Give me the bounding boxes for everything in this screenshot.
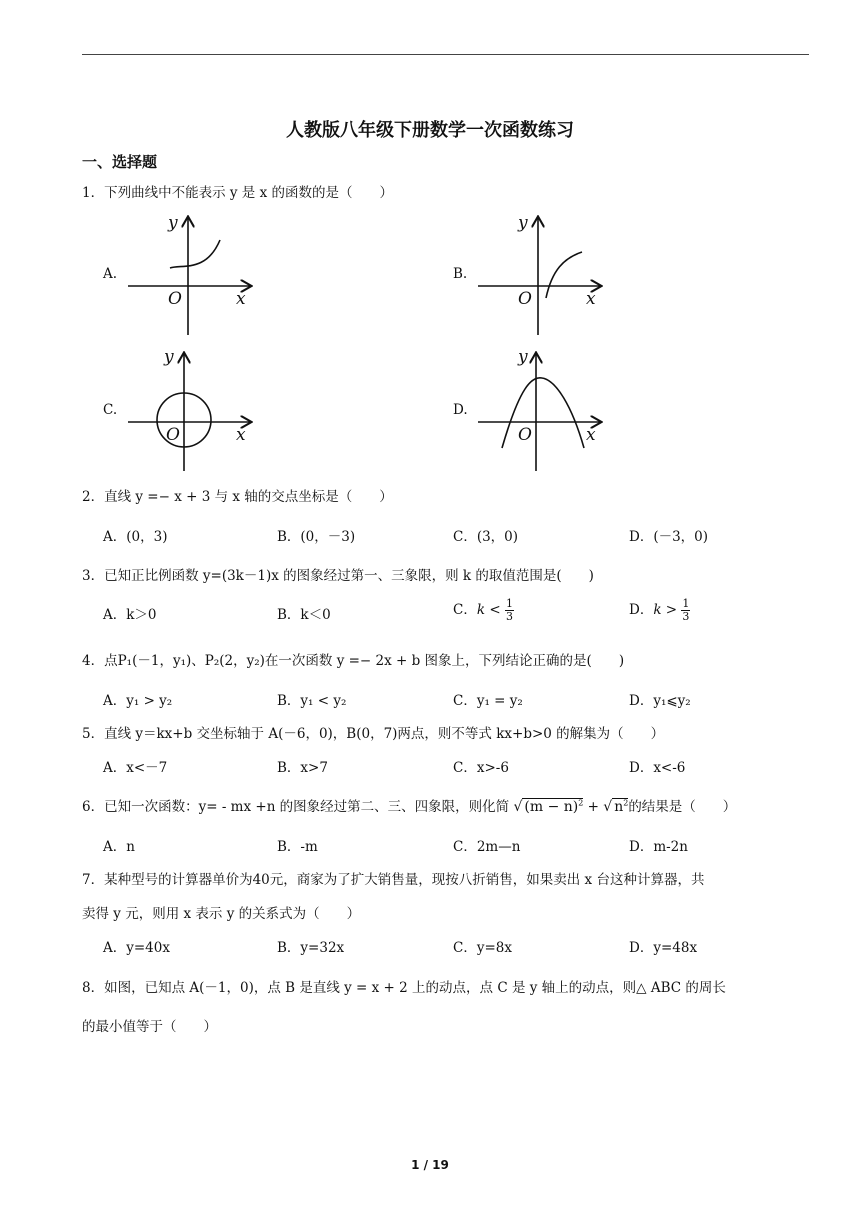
- q6-stem-end: 的结果是（ ）: [628, 799, 737, 815]
- q1a-origin-label: O: [168, 289, 182, 309]
- q1-graph-a: [122, 210, 262, 340]
- q1c-y-label: y: [164, 347, 174, 367]
- q3-option-d-fraction: $\frac{1}{3}$: [682, 597, 690, 623]
- q4-option-a: A．y₁ > y₂: [103, 693, 173, 709]
- q1d-y-label: y: [518, 347, 528, 367]
- question-6-stem: 6．已知一次函数：y= - mx +n 的图象经过第二、三、四象限，则化简 √ $(m - n)^2$ + √ $n^2$的结果是（ ）: [82, 798, 737, 815]
- page-number: 1 / 19: [411, 1158, 449, 1172]
- q1-graph-c: [122, 346, 262, 476]
- q7-option-a: A．y=40x: [103, 940, 170, 956]
- q5-option-c: C．x>-6: [453, 760, 509, 776]
- question-1-stem: 1．下列曲线中不能表示 y 是 x 的函数的是（ ）: [82, 185, 393, 201]
- q6-option-b: B．-m: [277, 839, 318, 855]
- question-5-stem: 5．直线 y＝kx+b 交坐标轴于 A(－6，0)，B(0，7)两点，则不等式 kx+b>0 的解集为（ ）: [82, 726, 665, 742]
- q1a-y-label: y: [168, 213, 178, 233]
- q3-option-c: [453, 598, 514, 623]
- question-7-line-2: 卖得 y 元，则用 x 表示 y 的关系式为（ ）: [82, 906, 361, 922]
- q3-option-c-expr: k <: [476, 602, 501, 618]
- q3-option-d-expr: k >: [653, 602, 678, 618]
- q6-option-a: A．n: [103, 839, 135, 855]
- q1b-origin-label: O: [518, 289, 532, 309]
- q6-sqrt-2: √ $n^2$: [603, 798, 629, 815]
- q1d-origin-label: O: [518, 425, 532, 445]
- question-3-stem: 3．已知正比例函数 y=(3k－1)x 的图象经过第一、三象限，则 k 的取值范围是( ): [82, 568, 594, 584]
- question-2-stem: 2．直线 y =− x + 3 与 x 轴的交点坐标是（ ）: [82, 489, 393, 505]
- q1b-x-label: x: [586, 289, 596, 309]
- q2-option-a: A．(0，3): [103, 529, 168, 545]
- q3-option-c-fraction: $\frac{1}{3}$: [505, 597, 513, 623]
- q2-option-c: C．(3，0): [453, 529, 519, 545]
- q7-option-c: C．y=8x: [453, 940, 512, 956]
- q4-option-b: B．y₁ < y₂: [277, 693, 347, 709]
- q2-option-d: D．(－3，0): [629, 529, 709, 545]
- q1c-origin-label: O: [166, 425, 180, 445]
- q1-option-a-label: A.: [103, 266, 118, 282]
- q6-option-c: C．2m—n: [453, 839, 521, 855]
- q3-option-b: B．k＜0: [277, 607, 331, 623]
- q4-option-c: C．y₁ = y₂: [453, 693, 523, 709]
- q3-option-a: A．k＞0: [103, 607, 157, 623]
- q3-option-c-letter: C．: [453, 602, 477, 618]
- q1-graph-d: [472, 346, 612, 476]
- q1a-x-label: x: [236, 289, 246, 309]
- q1b-y-label: y: [518, 213, 528, 233]
- q2-option-b: B．(0，－3): [277, 529, 356, 545]
- question-8-line-2: 的最小值等于（ ）: [82, 1019, 217, 1035]
- q1-graph-b: [472, 210, 612, 340]
- q7-option-d: D．y=48x: [629, 940, 698, 956]
- q6-option-d: D．m-2n: [629, 839, 688, 855]
- q1c-x-label: x: [236, 425, 246, 445]
- q6-stem-start: 6．已知一次函数：y= - mx +n 的图象经过第二、三、四象限，则化简: [82, 799, 510, 815]
- question-7-line-1: 7．某种型号的计算器单价为40元，商家为了扩大销售量，现按八折销售，如果卖出 x 台这种计算器，共: [82, 872, 705, 888]
- q3-option-d: [629, 598, 690, 623]
- q5-option-a: A．x<－7: [103, 760, 168, 776]
- q3-option-d-letter: D．: [629, 602, 654, 618]
- q6-sqrt-1: √ $(m - n)^2$: [513, 798, 584, 815]
- section-heading: 一、选择题: [82, 153, 158, 171]
- q1-option-c-label: C.: [103, 402, 118, 418]
- question-4-stem: 4．点P₁(－1，y₁)、P₂(2，y₂)在一次函数 y =− 2x + b 图象上，下列结论正确的是( ): [82, 653, 625, 669]
- page-title: 人教版八年级下册数学一次函数练习: [286, 120, 574, 141]
- q1d-x-label: x: [586, 425, 596, 445]
- q1-option-d-label: D.: [453, 402, 468, 418]
- q7-option-b: B．y=32x: [277, 940, 345, 956]
- q5-option-b: B．x>7: [277, 760, 328, 776]
- q1-option-b-label: B.: [453, 266, 468, 282]
- q5-option-d: D．x<-6: [629, 760, 686, 776]
- question-8-line-1: 8．如图，已知点 A(－1，0)，点 B 是直线 y = x + 2 上的动点，点 C 是 y 轴上的动点，则△ ABC 的周长: [82, 980, 726, 996]
- q4-option-d: D．y₁⩽y₂: [629, 693, 691, 709]
- header-rule: [82, 54, 809, 55]
